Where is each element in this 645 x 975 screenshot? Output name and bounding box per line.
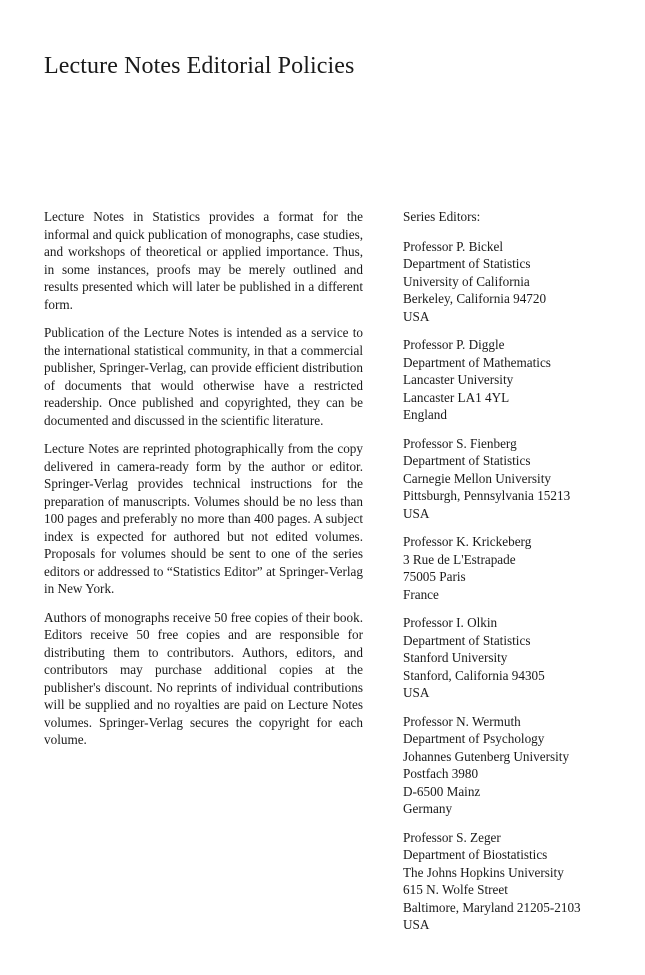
editor-name: Professor K. Krickeberg [403, 534, 532, 549]
editor-wermuth [403, 713, 633, 818]
editor-country: USA [403, 917, 430, 932]
editor-address-line: Postfach 3980 [403, 766, 479, 781]
editor-fienberg [403, 435, 633, 523]
editor-address-line: Department of Statistics [403, 632, 531, 648]
policy-paragraph-manuscripts: Lecture Notes are reprinted photographically from the copy delivered in camera-ready form by the author or editor. Springer-Verlag provides technical instructions for the preparation of manuscripts. Volumes should be no less than 100 pages and preferably no more than 400 pages. A subject index is expected for authored but not edited volumes. Proposals for volumes should be sent to one of the series editors or addressed to “Statistics Editor” at Springer-Verlag in New York. [44, 441, 363, 596]
editor-address-line: Baltimore, Maryland 21205-2103 [403, 899, 581, 915]
editor-address-line: University of California [403, 273, 530, 289]
policy-paragraph-format: Lecture Notes in Statistics provides a format for the informal and quick publication of monographs, case studies, and workshops of theoretical or applied importance. Thus, in some instances, proofs may be merely outlined and results presented which will later be published in a different form. [44, 209, 363, 312]
editor-country: Germany [403, 801, 453, 816]
editor-diggle [403, 336, 633, 424]
editor-address-line: Department of Psychology [403, 731, 545, 746]
policy-paragraph-publication: Publication of the Lecture Notes is intended as a service to the international statistical community, in that a commercial publisher, Springer-Verlag, can provide efficient distribution of documents that would otherwise have a restricted readership. Once published and copyrighted, they can be documented and discussed in the scientific literature. [44, 325, 363, 428]
editor-krickeberg [403, 533, 633, 603]
editor-address-line: Department of Statistics [403, 256, 531, 271]
editor-name: Professor P. Bickel [403, 238, 503, 254]
editor-name: Professor P. Diggle [403, 337, 505, 352]
editor-name: Professor N. Wermuth [403, 713, 521, 729]
page-title: Lecture Notes Editorial Policies [44, 53, 355, 79]
series-editors-heading: Series Editors: [403, 209, 481, 224]
policy-paragraph-copies: Authors of monographs receive 50 free copies of their book. Editors receive 50 free copies and are responsible for distributing them to contributors. Authors, editors, and contributors may purchase additional copies at the publisher's discount. No reprints of individual contributions will be supplied and no royalties are paid on Lecture Notes volumes. Springer-Verlag secures the copyright for each volume. [44, 609, 363, 747]
editor-country: USA [403, 505, 430, 521]
editor-address-line: Department of Biostatistics [403, 847, 548, 862]
editor-address-line: 3 Rue de L'Estrapade [403, 551, 516, 567]
editor-bickel [403, 238, 633, 326]
editor-address-line: Department of Mathematics [403, 354, 551, 370]
editor-zeger [403, 829, 633, 934]
series-editors-list [403, 208, 633, 945]
editor-name: Professor S. Zeger [403, 829, 501, 845]
editor-country: England [403, 407, 447, 422]
editor-country: USA [403, 685, 430, 700]
editorial-policy-text [44, 208, 363, 760]
editor-address-line: Berkeley, California 94720 [403, 291, 547, 306]
editor-country: USA [403, 308, 430, 324]
editor-address-line: Pittsburgh, Pennsylvania 15213 [403, 488, 571, 503]
editor-address-line: The Johns Hopkins University [403, 864, 564, 880]
editor-address-line: Lancaster University [403, 372, 514, 387]
editor-address-line: Department of Statistics [403, 453, 531, 468]
editor-name: Professor I. Olkin [403, 615, 498, 630]
editor-country: France [403, 586, 439, 602]
editor-olkin [403, 614, 633, 702]
editor-address-line: Lancaster LA1 4YL [403, 389, 510, 405]
editor-address-line: 75005 Paris [403, 569, 466, 584]
editor-address-line: D-6500 Mainz [403, 783, 481, 799]
editor-address-line: Carnegie Mellon University [403, 470, 551, 486]
editor-address-line: 615 N. Wolfe Street [403, 882, 508, 897]
editor-name: Professor S. Fienberg [403, 435, 517, 451]
editor-address-line: Stanford University [403, 650, 508, 665]
editor-address-line: Stanford, California 94305 [403, 667, 545, 683]
editor-address-line: Johannes Gutenberg University [403, 748, 570, 764]
